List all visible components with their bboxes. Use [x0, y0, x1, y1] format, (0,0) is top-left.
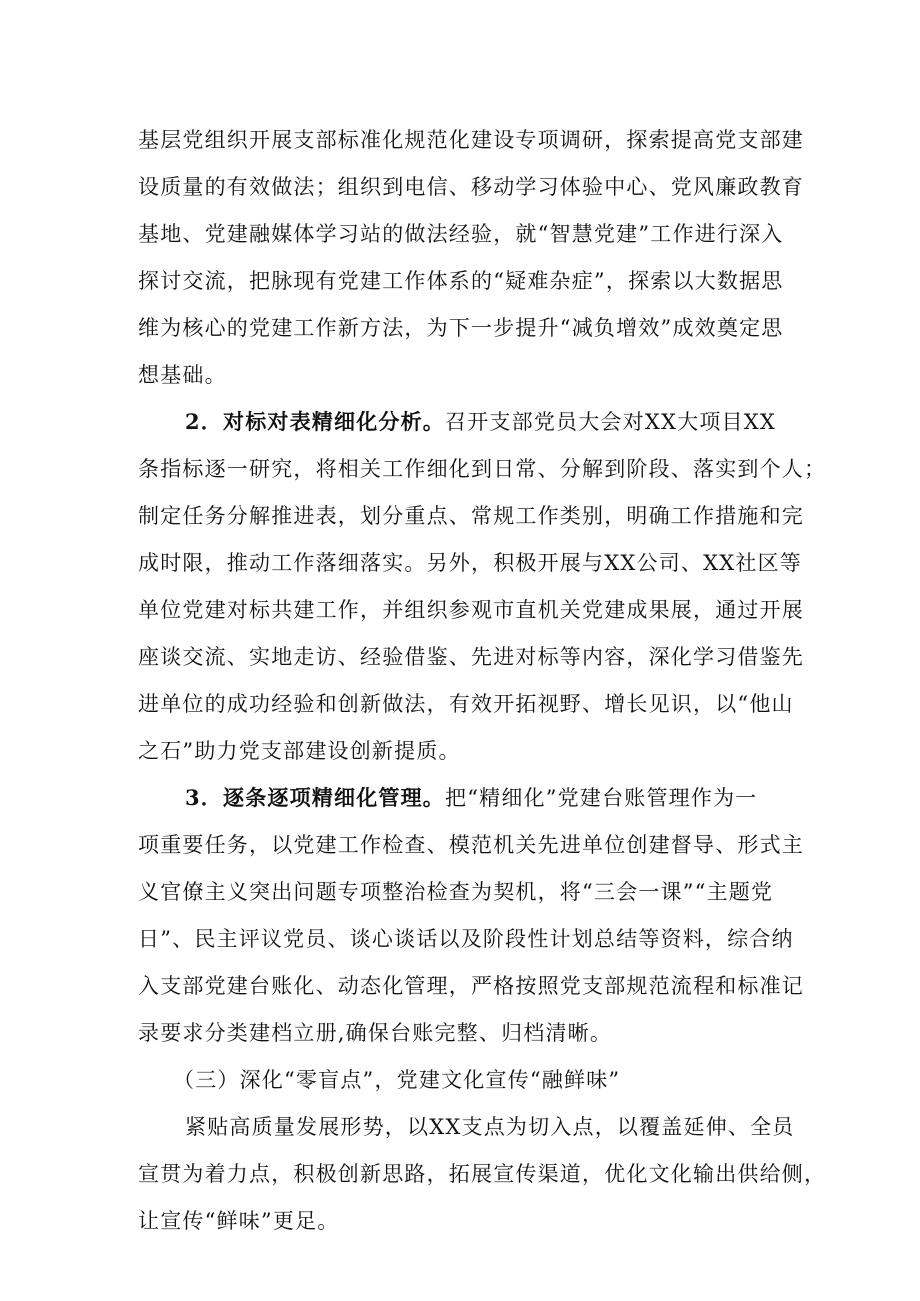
last-para-line-1: 紧贴高质量发展形势，以XX支点为切入点，以覆盖延伸、全员: [185, 1115, 795, 1139]
para1-line-5: 维为核心的党建工作新方法，为下一步提升“减负增效”成效奠定思: [138, 316, 784, 340]
item2-line-5: 单位党建对标共建工作，并组织参观市直机关党建成果展，通过开展: [138, 598, 804, 622]
item3-first-text: 把“精细化”党建台账管理作为一: [445, 786, 758, 810]
item2-line-4: 成时限，推动工作落细落实。另外，积极开展与XX公司、XX社区等: [138, 551, 802, 575]
item3-line-5: 入支部党建台账化、动态化管理，严格按照党支部规范流程和标准记: [138, 974, 804, 998]
item2-first-line: [185, 404, 776, 440]
item3-line-2: 项重要任务，以党建工作检查、模范机关先进单位创建督导、形式主: [138, 833, 804, 857]
para1-line-3: 基地、党建融媒体学习站的做法经验，就“智慧党建”工作进行深入: [138, 222, 784, 246]
para1-line-6: 想基础。: [138, 363, 227, 387]
para1-line-4: 探讨交流，把脉现有党建工作体系的“疑难杂症”，探索以大数据思: [138, 269, 784, 293]
last-para-line-2: 宣贯为着力点，积极创新思路，拓展宣传渠道，优化文化输出供给侧，: [138, 1162, 827, 1186]
item2-heading: 2．对标对表精细化分析。: [185, 409, 446, 434]
item3-line-4: 日”、民主评议党员、谈心谈话以及阶段性计划总结等资料，综合纳: [138, 927, 794, 951]
item3-first-line: [185, 780, 758, 816]
item3-line-3: 义官僚主义突出问题专项整治检查为契机，将“三会一课”“主题党: [138, 880, 774, 904]
item2-line-8: 之石”助力党支部建设创新提质。: [138, 739, 461, 763]
last-para-line-3: 让宣传“鲜味”更足。: [138, 1209, 340, 1233]
item2-line-3: 制定任务分解推进表，划分重点、常规工作类别，明确工作措施和完: [138, 504, 804, 528]
section3-heading: （三）深化“零盲点”，党建文化宣传“融鲜味”: [173, 1068, 621, 1092]
para1-line-1: 基层党组织开展支部标准化规范化建设专项调研，探索提高党支部建: [138, 128, 804, 152]
item3-heading: 3．逐条逐项精细化管理。: [185, 785, 446, 810]
para1-line-2: 设质量的有效做法；组织到电信、移动学习体验中心、党风廉政教育: [138, 175, 804, 199]
item2-line-2: 条指标逐一研究，将相关工作细化到日常、分解到阶段、落实到个人；: [138, 457, 827, 481]
item2-line-6: 座谈交流、实地走访、经验借鉴、先进对标等内容，深化学习借鉴先: [138, 645, 804, 669]
item3-line-6: 录要求分类建档立册,确保台账完整、归档清晰。: [138, 1021, 613, 1045]
item2-first-text: 召开支部党员大会对XX大项目XX: [445, 410, 777, 434]
item2-line-7: 进单位的成功经验和创新做法，有效开拓视野、增长见识，以“他山: [138, 692, 794, 716]
